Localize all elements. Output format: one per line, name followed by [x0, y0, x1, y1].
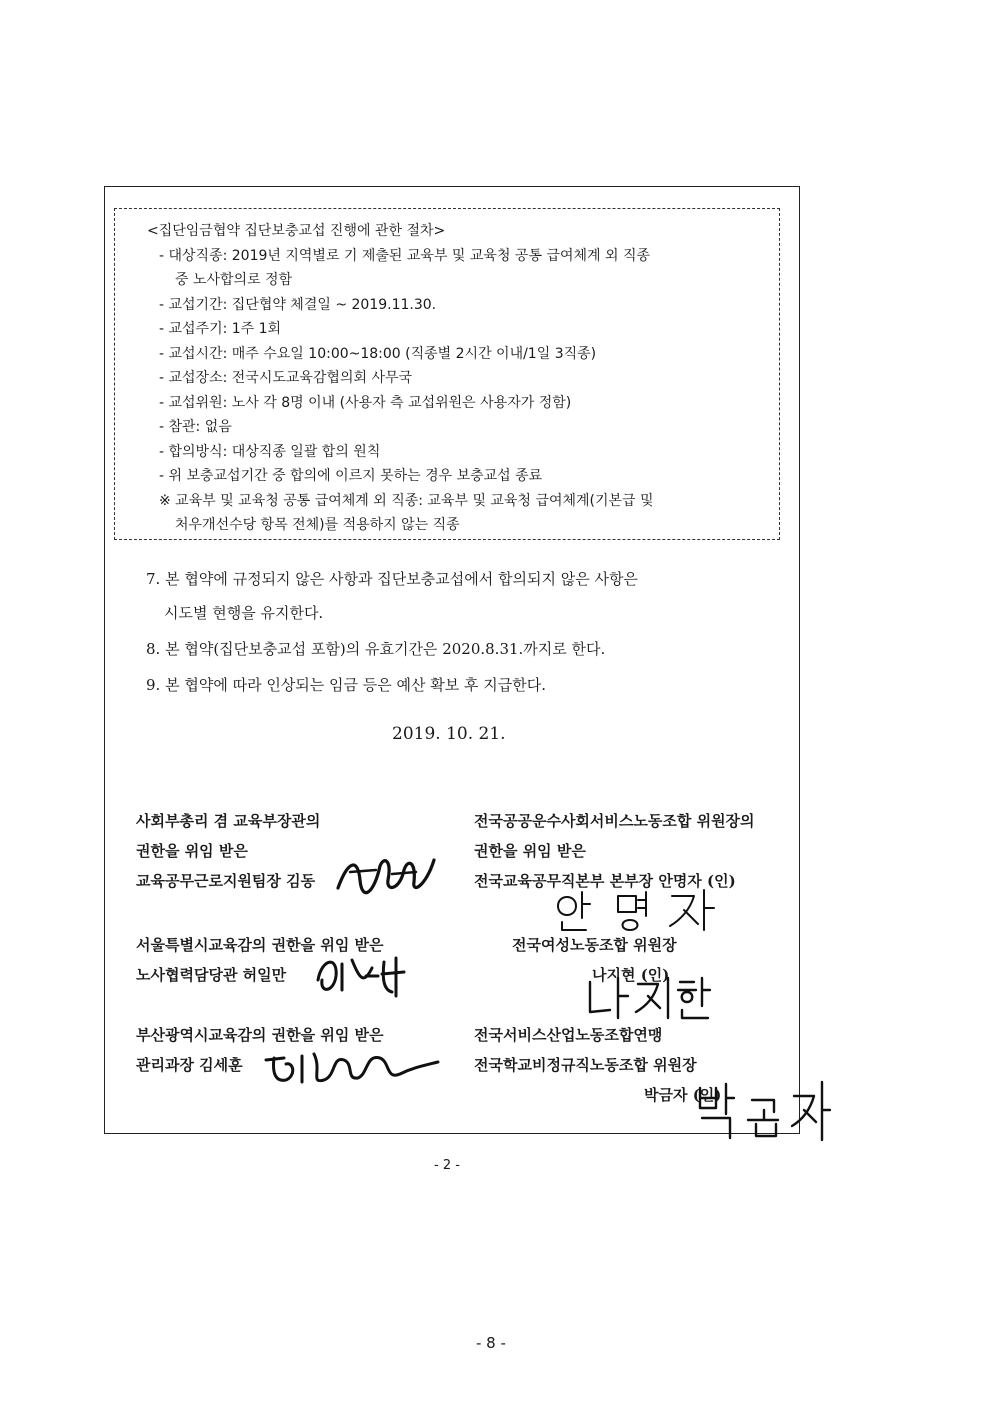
clause-7: 7. 본 협약에 규정되지 않은 사항과 집단보충교섭에서 합의되지 않은 사항은 — [146, 570, 638, 588]
signature-kim-se-hun — [262, 1040, 442, 1090]
notice-line: - 교섭위원: 노사 각 8명 이내 (사용자 측 교섭위원은 사용자가 정함) — [159, 395, 572, 411]
signatory-right-line: 전국여성노동조합 위원장 — [512, 936, 677, 954]
signatory-left-line: 사회부총리 겸 교육부장관의 — [136, 812, 321, 830]
signatory-left-line: 서울특별시교육감의 권한을 위임 받은 — [136, 936, 384, 954]
notice-line: - 위 보충교섭기간 중 합의에 이르지 못하는 경우 보충교섭 종료 — [159, 468, 543, 484]
signatory-right-line: 나지현 (인) — [592, 966, 670, 984]
clause-7-continued: 시도별 현행을 유지한다. — [164, 604, 324, 622]
signature-ahn-myeong-ja — [548, 886, 718, 934]
signature-park-geum-ja — [694, 1080, 834, 1142]
signature-kim-dong — [330, 850, 440, 900]
signatory-left-line: 부산광역시교육감의 권한을 위임 받은 — [136, 1026, 384, 1044]
notice-line: - 교섭주기: 1주 1회 — [159, 321, 282, 337]
notice-line: - 교섭시간: 매주 수요일 10:00~18:00 (직종별 2시간 이내/1일 3직종) — [159, 346, 597, 362]
notice-line: - 합의방식: 대상직종 일괄 합의 원칙 — [159, 444, 381, 460]
page-number: - 8 - — [476, 1334, 506, 1352]
procedure-notice-box — [114, 208, 780, 540]
signature-na-ji-hyeon — [584, 972, 714, 1022]
clause-9: 9. 본 협약에 따라 인상되는 임금 등은 예산 확보 후 지급한다. — [146, 676, 547, 694]
notice-line: - 대상직종: 2019년 지역별로 기 제출된 교육부 및 교육청 공통 급여체계 외 직종 — [159, 248, 650, 264]
notice-line: - 교섭기간: 집단협약 체결일 ~ 2019.11.30. — [159, 297, 437, 313]
signatory-right-line: 전국교육공무직본부 본부장 안명자 (인) — [474, 872, 736, 890]
signatory-right-line: 박금자 (인) — [644, 1086, 722, 1104]
signatory-left-line: 권한을 위임 받은 — [136, 842, 248, 860]
signatory-right-line: 전국공공운수사회서비스노동조합 위원장의 — [474, 812, 755, 830]
signatory-left-line: 관리과장 김세훈 — [136, 1056, 243, 1074]
signatory-right-line: 권한을 위임 받은 — [474, 842, 586, 860]
notice-line: 처우개선수당 항목 전체)를 적용하지 않는 직종 — [175, 517, 460, 533]
signatory-right-line: 전국학교비정규직노동조합 위원장 — [474, 1056, 697, 1074]
notice-line: 중 노사합의로 정함 — [175, 272, 293, 288]
notice-line: - 참관: 없음 — [159, 419, 232, 435]
signatory-left-line: 노사협력담당관 허일만 — [136, 966, 287, 984]
signature-heo-il-man — [312, 950, 412, 1000]
notice-line: ※ 교육부 및 교육청 공통 급여체계 외 직종: 교육부 및 교육청 급여체계(기본급 및 — [159, 493, 654, 509]
inner-page-number: - 2 - — [434, 1158, 460, 1173]
agreement-date: 2019. 10. 21. — [392, 724, 506, 744]
signatory-right-line: 전국서비스산업노동조합연맹 — [474, 1026, 663, 1044]
signatory-left-line: 교육공무근로지원팀장 김동 — [136, 872, 316, 890]
notice-title: <집단임금협약 집단보충교섭 진행에 관한 절차> — [147, 223, 446, 239]
clause-8: 8. 본 협약(집단보충교섭 포함)의 유효기간은 2020.8.31.까지로 한다. — [146, 640, 606, 658]
notice-line: - 교섭장소: 전국시도교육감협의회 사무국 — [159, 370, 413, 386]
